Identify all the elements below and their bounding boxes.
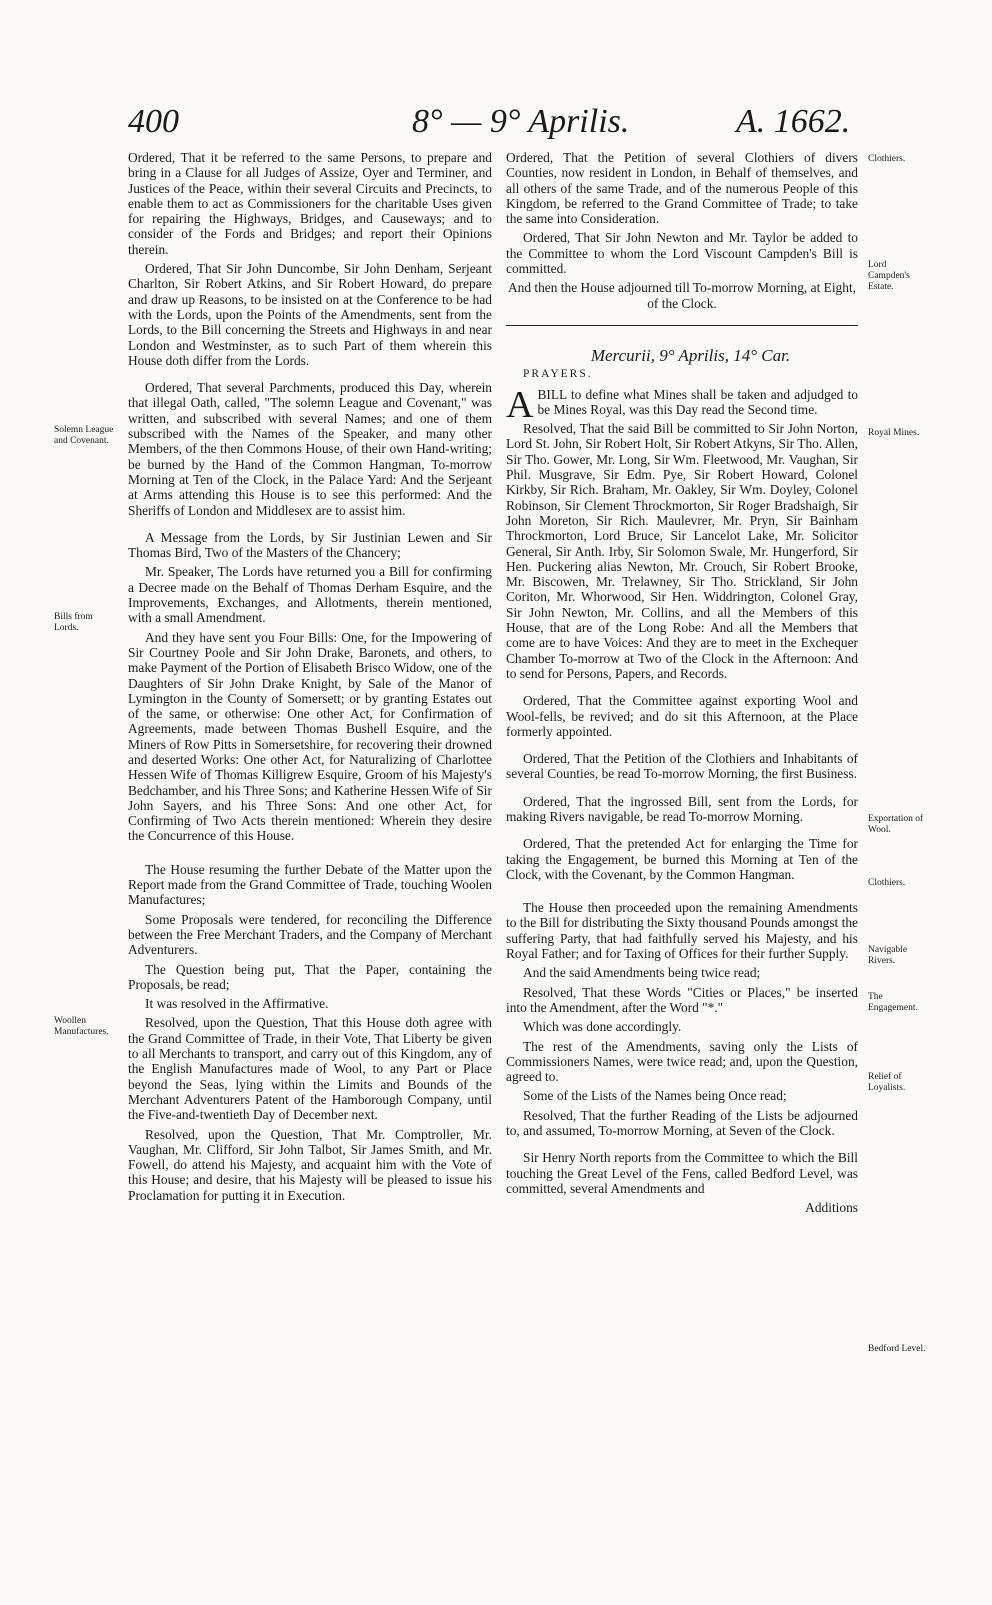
paragraph	[506, 383, 858, 426]
paragraph: Resolved, That the further Reading of the Lists be adjourned to, and assumed, To-morrow Morning, at Seven of the Clock.	[506, 1107, 858, 1139]
drop-cap: A	[506, 383, 534, 426]
paragraph: Ordered, That the pretended Act for enlarging the Time for taking the Engagement, be burned this Morning at Ten of the Clock, with the Covenant, by the Common Hangman.	[506, 836, 858, 882]
margin-note: Royal Mines.	[868, 428, 920, 438]
adjournment: And then the House adjourned till To-morrow Morning, at Eight, of the Clock.	[507, 280, 857, 311]
header-year: A. 1662.	[736, 103, 851, 140]
margin-note: Lord Campden's Estate.	[868, 260, 910, 292]
page-header	[0, 100, 992, 144]
margin-note: Woollen Manufactures.	[54, 1016, 109, 1037]
margin-note: Navigable Rivers.	[868, 945, 908, 966]
paragraph: Resolved, That these Words "Cities or Places," be inserted into the Amendment, after the Word "*."	[506, 984, 858, 1015]
margin-note: Clothiers.	[868, 878, 906, 888]
paragraph: Ordered, That the ingrossed Bill, sent from the Lords, for making Rivers navigable, be read To-morrow Morning.	[506, 793, 858, 824]
paragraph: Resolved, upon the Question, That Mr. Comptroller, Mr. Vaughan, Mr. Clifford, Sir John Talbot, Sir James Smith, and Mr. Fowell, do attend his Majesty, and acquaint him with the Vote of this House; and desire, that his Majesty will be pleased to issue his Proclamation for putting it in Execution.	[128, 1126, 492, 1203]
margin-note: Exportation of Wool.	[868, 814, 924, 835]
paragraph: And they have sent you Four Bills: One, for the Impowering of Sir Courtney Poole and Sir John Drake, Baronets, and others, to make Payment of the Portion of Elisabeth Brisco Widow, one of the Daughters of Sir John Drake Knight, by Sale of the Manor of Lymington in the County of Somersett; or by granting Estates out of the same, or otherwise: One other Act, for Confirmation of Agreements, made between Thomas Bushell Esquire, and the Miners of Row Pitts in Somersetshire, for recovering their drowned and deserted Works: One other Act, for Naturalizing of Charlottee Hessen Wife of Thomas Killigrew Esquire, Groom of his Majesty's Bedchamber, and his Three Sons; and Katherine Hessen Wife of Sir John Sayers, and his Three Sons: And one other Act, for Confirming of Two Acts therein mentioned: Wherein they desire the Concurrence of this House.	[128, 629, 492, 844]
paragraph: Mr. Speaker, The Lords have returned you a Bill for confirming a Decree made on the Behalf of Thomas Derham Esquire, and the Improvements, Exchanges, and Allotments, therein mentioned, with a small Amendment.	[128, 564, 492, 626]
paragraph: Sir Henry North reports from the Committee to which the Bill touching the Great Level of the Fens, called Bedford Level, was committed, several Amendments and	[506, 1150, 858, 1196]
margin-note: Solemn League and Covenant.	[54, 425, 114, 446]
paragraph: A Message from the Lords, by Sir Justinian Lewen and Sir Thomas Bird, Two of the Masters of the Chancery;	[128, 529, 492, 561]
paragraph: Some Proposals were tendered, for reconciling the Difference between the Free Merchant Traders, and the Company of Merchant Adventurers.	[128, 911, 492, 958]
paragraph: Resolved, That the said Bill be committed to Sir John Norton, Lord St. John, Sir Robert Holt, Sir Robert Atkyns, Sir Tho. Allen, Sir Tho. Gower, Mr. Long, Sir Wm. Fleetwood, Mr. Vaughan, Sir Phil. Musgrave, Sir Edm. Pye, Sir Robert Howard, Colonel Kirkby, Sir Rich. Braham, Mr. Oakley, Sir Wm. Doyley, Colonel Robinson, Sir Clement Throckmorton, Sir Roger Bradshaigh, Sir John Moreton, Sir Rich. Maulevrer, Mr. Pryn, Sir Bainham Throckmorton, Lord Bruce, Sir Lancelot Lake, Mr. Solicitor General, Sir Anth. Irby, Sir Solomon Swale, Mr. Hungerford, Sir Hen. Puckering alias Newton, Mr. Crouch, Sir Robert Brooke, Mr. Biscowen, Mr. Trelawney, Sir Tho. Strickland, Sir John Coriton, Mr. Whorwood, Sir Hen. Widdrington, Colonel Gray, Sir John Newton, Mr. Collins, and all the Members of this House, that are of the Long Robe: And all the Members that come are to have Voices: And they are to meet in the Exchequer Chamber To-morrow at Two of the Clock in the Afternoon: And to send for Persons, Papers, and Records.	[506, 421, 858, 681]
paragraph: It was resolved in the Affirmative.	[145, 996, 329, 1012]
margin-note: The Engagement.	[868, 992, 918, 1013]
paragraph: Ordered, That Sir John Duncombe, Sir John Denham, Serjeant Charlton, Sir Robert Atkins, and Sir Robert Howard, do prepare and draw up Reasons, to be insisted on at the Conference to be had with the Lords, upon the Points of the Amendments, sent from the Lords, to the Bill concerning the Streets and Highways in and near London and Westminster, as to such Part of them wherein this House doth differ from the Lords.	[128, 261, 492, 368]
prayers-heading: PRAYERS.	[523, 368, 593, 381]
page-number: 400	[128, 103, 179, 140]
paragraph-text: BILL to define what Mines shall be taken and adjudged to be Mines Royal, was this Day read the Second time.	[537, 386, 858, 417]
margin-note: Relief of Loyalists.	[868, 1072, 906, 1093]
paragraph: The House then proceeded upon the remaining Amendments to the Bill for distributing the Sixty thousand Pounds amongst the suffering Party, that had faithfully served his Majesty, and his Royal Father; and for Taxing of Offices for their further Supply.	[506, 900, 858, 962]
section-divider	[506, 325, 858, 326]
paragraph: Ordered, That several Parchments, produced this Day, wherein that illegal Oath, called, "The solemn League and Covenant," was written, and subscribed with several Names; and one of them subscribed with the Names of the Speaker, and many other Members, of the then Commons House, of their own Hand-writing; be burned by the Hand of the Common Hangman, To-morrow Morning at Ten of the Clock, in the Palace Yard: And the Serjeant at Arms attending this House is to see this performed: And the Sheriffs of London and Middlesex are to assist him.	[128, 380, 492, 518]
paragraph: The Question being put, That the Paper, containing the Proposals, be read;	[128, 961, 492, 992]
paragraph: And the said Amendments being twice read;	[523, 965, 761, 981]
paragraph: Ordered, That it be referred to the same Persons, to prepare and bring in a Clause for all Judges of Assize, Oyer and Terminer, and Justices of the Peace, within their several Circuits and Precincts, to enable them to act as Commissioners for the charitable Uses given for repairing the Highways, Bridges, and Causeways; and to consider of the Fords and Bridges; and report their Opinions therein.	[128, 150, 492, 257]
day-heading: Mercurii, 9° Aprilis, 14° Car.	[590, 345, 791, 365]
paragraph: Ordered, That the Committee against exporting Wool and Wool-fells, be revived; and do sit this Afternoon, at the Place formerly appointed.	[506, 693, 858, 739]
paragraph: Resolved, upon the Question, That this House doth agree with the Grand Committee of Trade, in their Vote, That Liberty be given to all Merchants to transport, and carry out of this Kingdom, any of the English Manufactures made of Wool, to any Part or Place beyond the Seas, lying within the Limits and Bounds of the Merchant Adventurers Patent of the Hamborough Company, until the Five-and-twentieth Day of December next.	[128, 1015, 492, 1123]
paragraph: Ordered, That Sir John Newton and Mr. Taylor be added to the Committee to whom the Lord Viscount Campden's Bill is committed.	[506, 230, 858, 277]
header-dates: 8° — 9° Aprilis.	[412, 103, 630, 140]
paragraph: Which was done accordingly.	[523, 1019, 682, 1035]
margin-note: Bills from Lords.	[54, 612, 93, 633]
margin-note: Clothiers.	[868, 154, 906, 164]
paragraph: Ordered, That the Petition of the Clothiers and Inhabitants of several Counties, be read To-morrow Morning, the first Business.	[506, 751, 858, 782]
paragraph: The rest of the Amendments, saving only the Lists of Commissioners Names, were twice read; and, upon the Question, agreed to.	[506, 1038, 858, 1085]
right-column	[506, 150, 858, 1220]
paragraph: The House resuming the further Debate of the Matter upon the Report made from the Grand Committee of Trade, touching Woolen Manufactures;	[128, 861, 492, 908]
paragraph: Some of the Lists of the Names being Once read;	[523, 1088, 787, 1104]
left-column	[128, 150, 492, 1207]
catchword: Additions	[805, 1200, 858, 1216]
paragraph: Ordered, That the Petition of several Clothiers of divers Counties, now resident in London, in Behalf of themselves, and all others of the same Trade, and of the numerous People of this Kingdom, be referred to the Grand Committee of Trade; to take the same into Consideration.	[506, 150, 858, 227]
margin-note: Bedford Level.	[868, 1344, 926, 1354]
